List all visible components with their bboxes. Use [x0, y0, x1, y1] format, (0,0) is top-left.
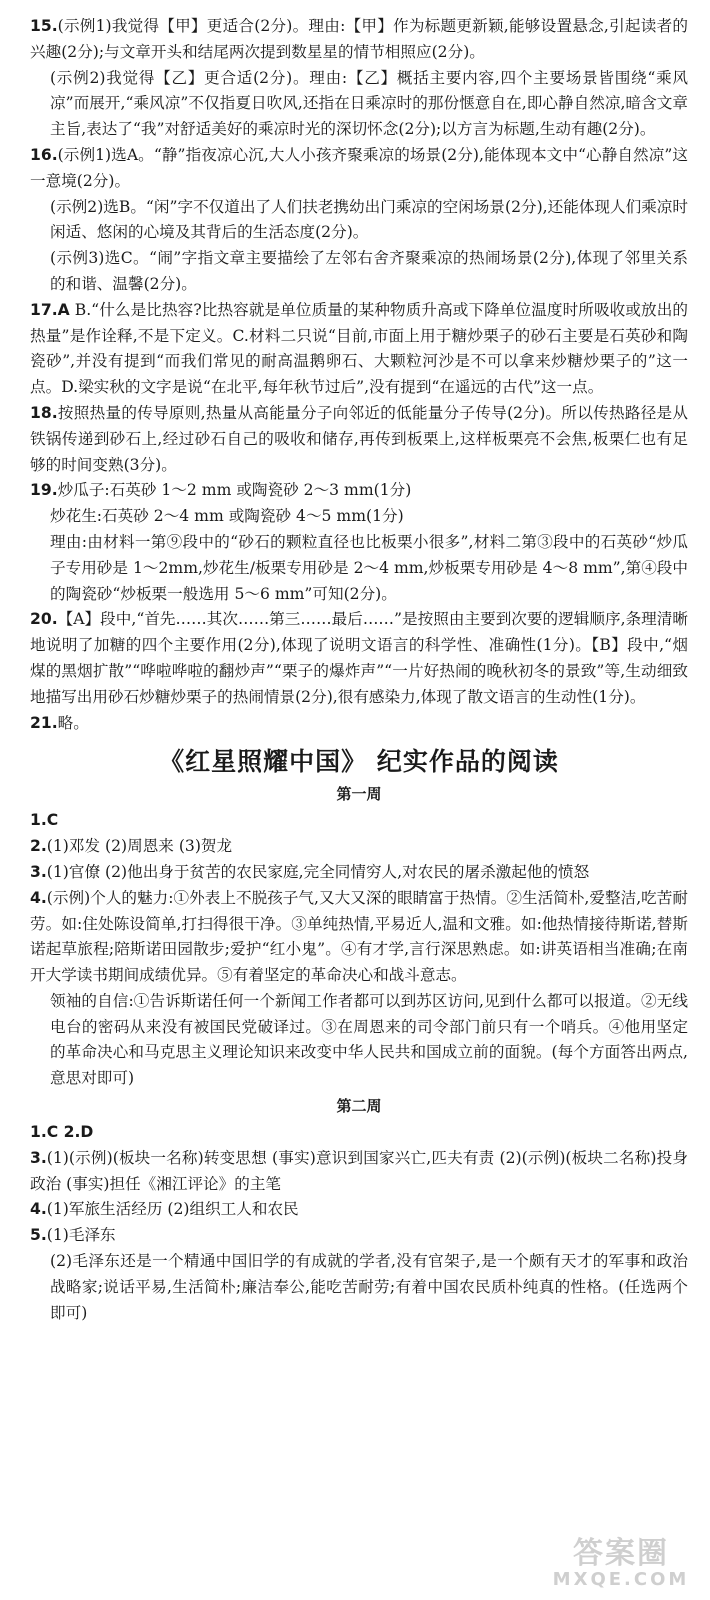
week1-answer-3: 3.(1)官僚 (2)他出身于贫苦的农民家庭,完全同情穷人,对农民的屠杀激起他的愤怒	[30, 862, 590, 881]
week1-answer-4: 4.(示例)个人的魅力:①外表上不脱孩子气,又大又深的眼睛富于热情。②生活简朴,爱整洁,吃苦耐劳。如:住处陈设简单,打扫得很干净。③单纯热情,平易近人,温和文雅。如:他热情接待斯诺,替斯诺起草旅程;陪斯诺田园散步;爱护“红小鬼”。④有才学,言行深思熟虑。如:讲英语相当准确;在南开大学读书期间成绩优异。⑤有着坚定的革命决心和战斗意志。	[30, 888, 688, 985]
watermark-line-1: 答案圈	[573, 1536, 669, 1571]
answer-16-example-3: (示例3)选C。“闹”字指文章主要描绘了左邻右舍齐聚乘凉的热闹场景(2分),体现了邻里关系的和谐、温馨(2分)。	[50, 249, 688, 293]
week1-answer-2: 2.(1)邓发 (2)周恩来 (3)贺龙	[30, 837, 233, 856]
answer-16-example-2: (示例2)选B。“闲”字不仅道出了人们扶老携幼出门乘凉的空闲场景(2分),还能体现人们乘凉时闲适、悠闲的心境及其背后的生活态度(2分)。	[50, 197, 688, 242]
week2-answer-1-2: 1.C 2.D	[30, 1123, 94, 1142]
week-1-heading: 第一周	[336, 785, 382, 804]
week1-answer-4-part-2: 领袖的自信:①告诉斯诺任何一个新闻工作者都可以到苏区访问,见到什么都可以报道。②无线电台的密码从来没有被国民党破译过。③在周恩来的司令部门前只有一个哨兵。④他用坚定的革命决心和马克思主义理论知识来改变中华人民共和国成立前的面貌。(每个方面答出两点,意思对即可)	[50, 991, 688, 1088]
week1-answer-1: 1.C	[30, 811, 59, 830]
watermark-line-2: MXQE.COM	[552, 1569, 690, 1590]
answer-18: 18.按照热量的传导原则,热量从高能量分子向邻近的低能量分子传导(2分)。所以传热路径是从铁锅传递到砂石上,经过砂石自己的吸收和储存,再传到板栗上,这样板栗亮不会焦,板栗仁也有足够的时间变熟(3分)。	[30, 403, 688, 474]
answer-21: 21.略。	[30, 713, 89, 732]
answer-15-example-2: (示例2)我觉得【乙】更合适(2分)。理由:【乙】概括主要内容,四个主要场景皆围绕“乘风凉”而展开,“乘风凉”不仅指夏日吹风,还指在日乘凉时的那份惬意自在,即心静自然凉,暗含文章主旨,表达了“我”对舒适美好的乘凉时光的深切怀念(2分);以方言为标题,生动有趣(2分)。	[50, 68, 688, 139]
answer-19-reason: 理由:由材料一第⑨段中的“砂石的颗粒直径也比板栗小很多”,材料二第③段中的石英砂“炒瓜子专用砂是 1～2mm,炒花生/板栗专用砂是 2～4 mm,炒板栗专用砂是 4～8 mm”,第④段中的陶瓷砂“炒板栗一般选用 5～6 mm”可知(2分)。	[50, 532, 688, 603]
answer-17: 17.A B.“什么是比热容?比热容就是单位质量的某种物质升高或下降单位温度时所吸收或放出的热量”是作诠释,不是下定义。C.材料二只说“目前,市面上用于糖炒栗子的砂石主要是石英砂和陶瓷砂”,并没有提到“而我们常见的耐高温鹅卵石、大颗粒河沙是不可以拿来炒糖炒栗子的”这一点。D.梁实秋的文字是说“在北平,每年秋节过后”,没有提到“在遥远的古代”这一点。	[30, 300, 688, 397]
answer-16-example-1: 16.(示例1)选A。“静”指夜凉心沉,大人小孩齐聚乘凉的场景(2分),能体现本文中“心静自然凉”这一意境(2分)。	[30, 145, 688, 190]
week2-answer-4: 4.(1)军旅生活经历 (2)组织工人和农民	[30, 1200, 299, 1219]
answer-19-line-2: 炒花生:石英砂 2～4 mm 或陶瓷砂 4～5 mm(1分)	[50, 507, 404, 526]
week-2-heading: 第二周	[336, 1097, 382, 1116]
week2-answer-3: 3.(1)(示例)(板块一名称)转变思想 (事实)意识到国家兴亡,匹夫有责 (2)(示例)(板块二名称)投身政治 (事实)担任《湘江评论》的主笔	[30, 1148, 688, 1193]
section-title: 《红星照耀中国》 纪实作品的阅读	[159, 747, 559, 777]
watermark-logo	[546, 1538, 696, 1594]
week2-answer-5: 5.(1)毛泽东	[30, 1226, 116, 1245]
answer-19-line-1: 19.炒瓜子:石英砂 1～2 mm 或陶瓷砂 2～3 mm(1分)	[30, 481, 412, 500]
answer-15-example-1: 15.(示例1)我觉得【甲】更适合(2分)。理由:【甲】作为标题更新颖,能够设置悬念,引起读者的兴趣(2分);与文章开头和结尾两次提到数星星的情节相照应(2分)。	[30, 17, 688, 61]
week2-answer-5-part-2: (2)毛泽东还是一个精通中国旧学的有成就的学者,没有官架子,是一个颇有天才的军事和政治战略家;说话平易,生活简朴;廉洁奉公,能吃苦耐劳;有着中国农民质朴纯真的性格。(任选两个即可)	[50, 1252, 688, 1322]
answer-20: 20.【A】段中,“首先……其次……第三……最后……”是按照由主要到次要的逻辑顺序,条理清晰地说明了加糖的四个主要作用(2分),体现了说明文语言的科学性、准确性(1分)。【B】段中,“烟煤的黑烟扩散”“哗啦哗啦的翻炒声”“栗子的爆炸声”“一片好热闹的晚秋初冬的景致”等,生动细致地描写出用砂石炒糖炒栗子的热闹情景(2分),很有感染力,体现了散文语言的生动性(1分)。	[30, 610, 688, 706]
